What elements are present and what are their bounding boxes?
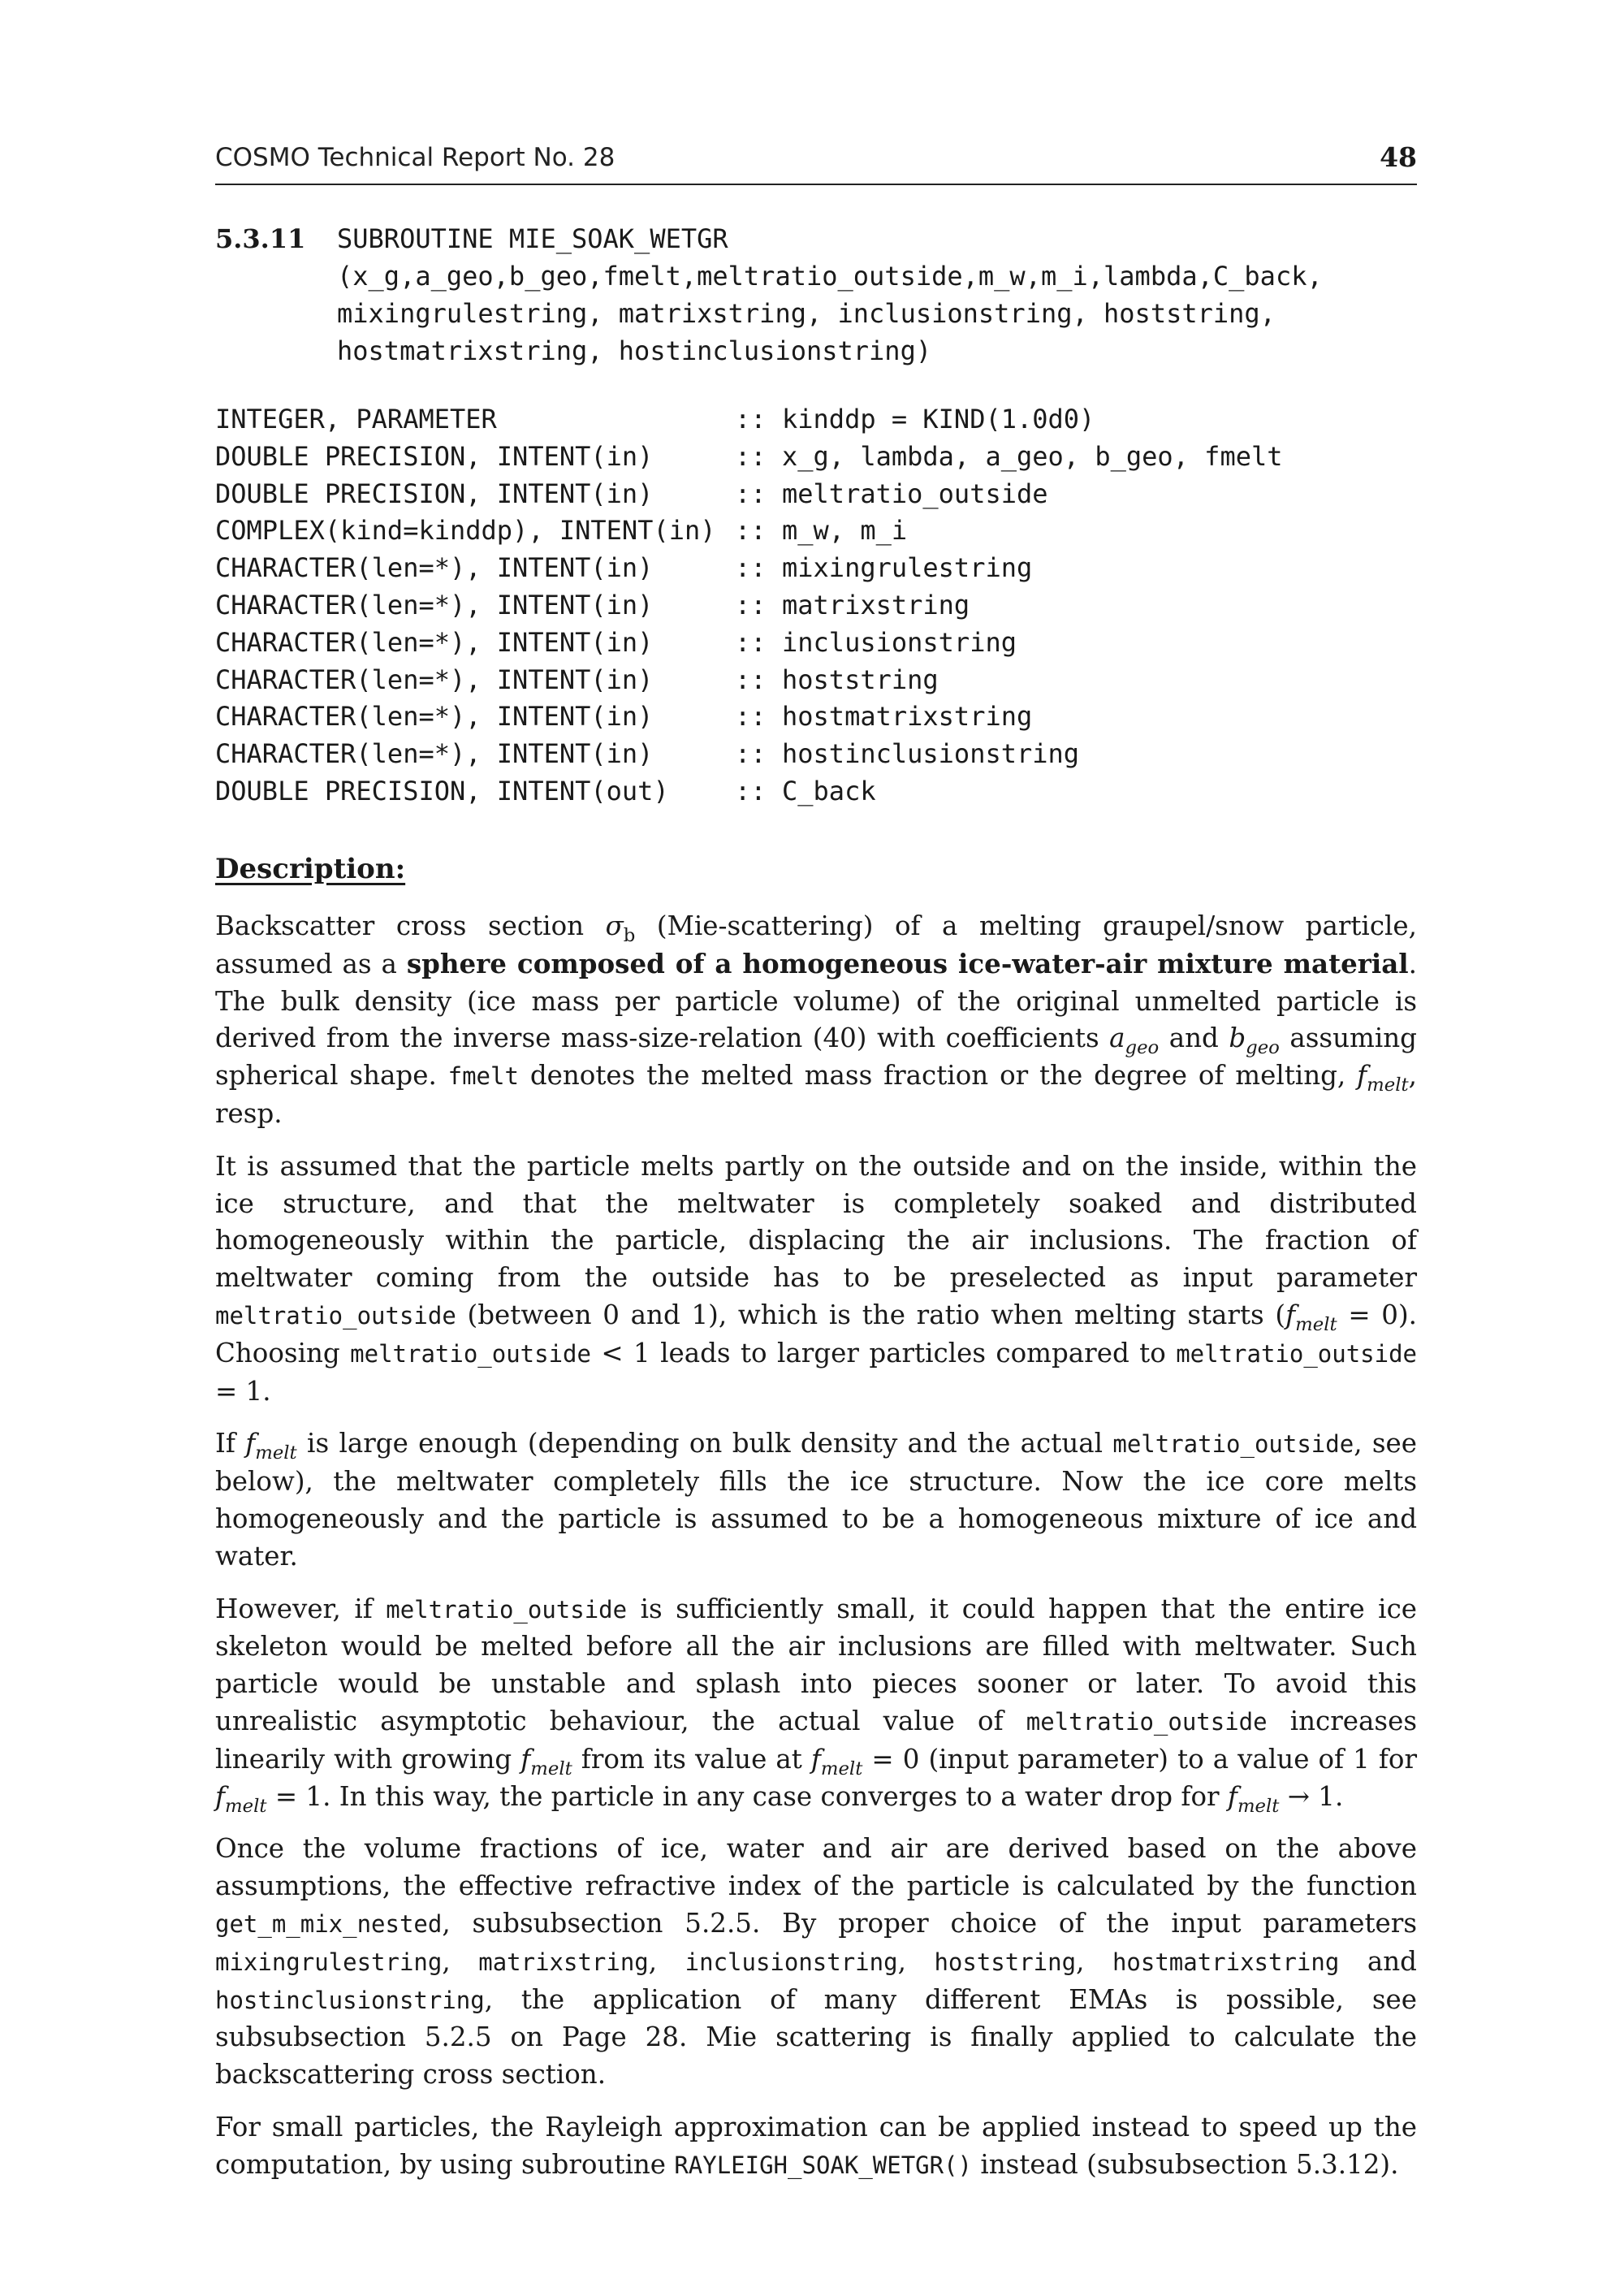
declaration-type: COMPLEX(kind=kinddp), INTENT(in): [215, 515, 716, 547]
declaration-separator: ::: [735, 626, 767, 658]
declaration-separator: ::: [735, 478, 767, 509]
declaration-variables: inclusionstring: [782, 626, 1017, 658]
declaration-variables: m_w, m_i: [782, 515, 908, 547]
declaration-type: CHARACTER(len=*), INTENT(in): [215, 701, 654, 733]
declaration-type: INTEGER, PARAMETER: [215, 404, 497, 435]
declaration-type: CHARACTER(len=*), INTENT(in): [215, 738, 654, 770]
page-number: 48: [1380, 141, 1417, 173]
declaration-variables: hostinclusionstring: [782, 738, 1080, 770]
declaration-variables: hoststring: [782, 664, 939, 695]
declaration-variables: kinddp = KIND(1.0d0): [782, 404, 1095, 435]
declaration-type: DOUBLE PRECISION, INTENT(in): [215, 440, 654, 472]
declaration-separator: ::: [735, 701, 767, 733]
report-title: COSMO Technical Report No. 28: [215, 143, 615, 172]
declaration-type: DOUBLE PRECISION, INTENT(in): [215, 478, 654, 509]
declaration-separator: ::: [735, 738, 767, 770]
declaration-type: CHARACTER(len=*), INTENT(in): [215, 664, 654, 695]
paragraph-1: Backscatter cross section $\sigma_b$ (Mie-scattering) of a melting graupel/snow particle, assumed as a sphere composed of a homogeneous ice-water-air mixture material. The bulk density (ice mass per particle volume) of the original unmelted particle is derived from the inverse mass-size-relation (40) with coefficients $a_{geo}$ and $b_{geo}$ assuming spherical shape. fmelt denotes the melted mass fraction or the degree of melting, $f_{melt}$, resp.: [215, 910, 1417, 1129]
declaration-separator: ::: [735, 664, 767, 695]
declaration-variables: meltratio_outside: [782, 478, 1048, 509]
section-number: 5.3.11: [215, 223, 306, 254]
declaration-variables: C_back: [782, 775, 876, 806]
paragraph-4: However, if meltratio_outside is sufficiently small, it could happen that the entire ice skeleton would be melted before all the air inclusions are filled with meltwater. Such particle would be unstable and splash into pieces sooner or later. To avoid this unrealistic asymptotic behaviour, the actual value of meltratio_outside increases linearily with growing $f_{melt}$ from its value at $f_{melt} = 0$ (input parameter) to a value of 1 for $f_{melt} = 1$. In this way, the particle in any case converges to a water drop for $f_{melt} \to 1$.: [215, 1593, 1418, 1817]
subroutine-signature-line-1: SUBROUTINE MIE_SOAK_WETGR: [337, 223, 728, 254]
declaration-variables: hostmatrixstring: [782, 701, 1033, 733]
description-body: [215, 908, 1417, 2200]
declaration-separator: ::: [735, 552, 767, 584]
declaration-separator: ::: [735, 440, 767, 472]
declaration-separator: ::: [735, 589, 767, 620]
page-header: [215, 143, 1417, 185]
declaration-variables: matrixstring: [782, 589, 970, 620]
declaration-variables: mixingrulestring: [782, 552, 1033, 584]
paragraph-6: For small particles, the Rayleigh approximation can be applied instead to speed up the computation, by using subroutine RAYLEIGH_SOAK_WETGR() instead (subsubsection 5.3.12).: [215, 2111, 1417, 2180]
declaration-type: CHARACTER(len=*), INTENT(in): [215, 589, 654, 620]
declaration-type: DOUBLE PRECISION, INTENT(out): [215, 775, 669, 806]
declaration-type: CHARACTER(len=*), INTENT(in): [215, 626, 654, 658]
declaration-variables: x_g, lambda, a_geo, b_geo, fmelt: [782, 440, 1283, 472]
subroutine-signature-line-2: (x_g,a_geo,b_geo,fmelt,meltratio_outside,m_w,m_i,lambda,C_back,: [337, 261, 1323, 292]
paragraph-5: Once the volume fractions of ice, water and air are derived based on the above assumptions, the effective refractive index of the particle is calculated by the function get_m_mix_nested, subsubsection 5.2.5. By proper choice of the input parameters mixingrulestring, matrixstring, inclusionstring, hoststring, hostmatrixstring and hostinclusionstring, the application of many different EMAs is possible, see subsubsection 5.2.5 on Page 28. Mie scattering is finally applied to calculate the backscattering cross section.: [215, 1833, 1417, 2091]
declaration-type: CHARACTER(len=*), INTENT(in): [215, 552, 654, 584]
description-heading: Description:: [215, 853, 406, 885]
subroutine-signature-line-4: hostmatrixstring, hostinclusionstring): [337, 335, 932, 366]
subroutine-signature-line-3: mixingrulestring, matrixstring, inclusionstring, hoststring,: [337, 298, 1276, 329]
declaration-separator: ::: [735, 404, 767, 435]
declaration-separator: ::: [735, 775, 767, 806]
paragraph-3: If $f_{melt}$ is large enough (depending on bulk density and the actual meltratio_outside, see below), the meltwater completely fills the ice structure. Now the ice core melts homogeneously and the particle is assumed to be a homogeneous mixture of ice and water.: [215, 1428, 1418, 1572]
declaration-separator: ::: [735, 515, 767, 547]
paragraph-2: It is assumed that the particle melts partly on the outside and on the inside, within the ice structure, and that the meltwater is completely soaked and distributed homogeneously within the particle, displacing the air inclusions. The fraction of meltwater coming from the outside has to be preselected as input parameter meltratio_outside (between 0 and 1), which is the ratio when melting starts $(f_{melt} = 0)$. Choosing meltratio_outside < 1 leads to larger particles compared to meltratio_outside = 1.: [215, 1150, 1417, 1407]
